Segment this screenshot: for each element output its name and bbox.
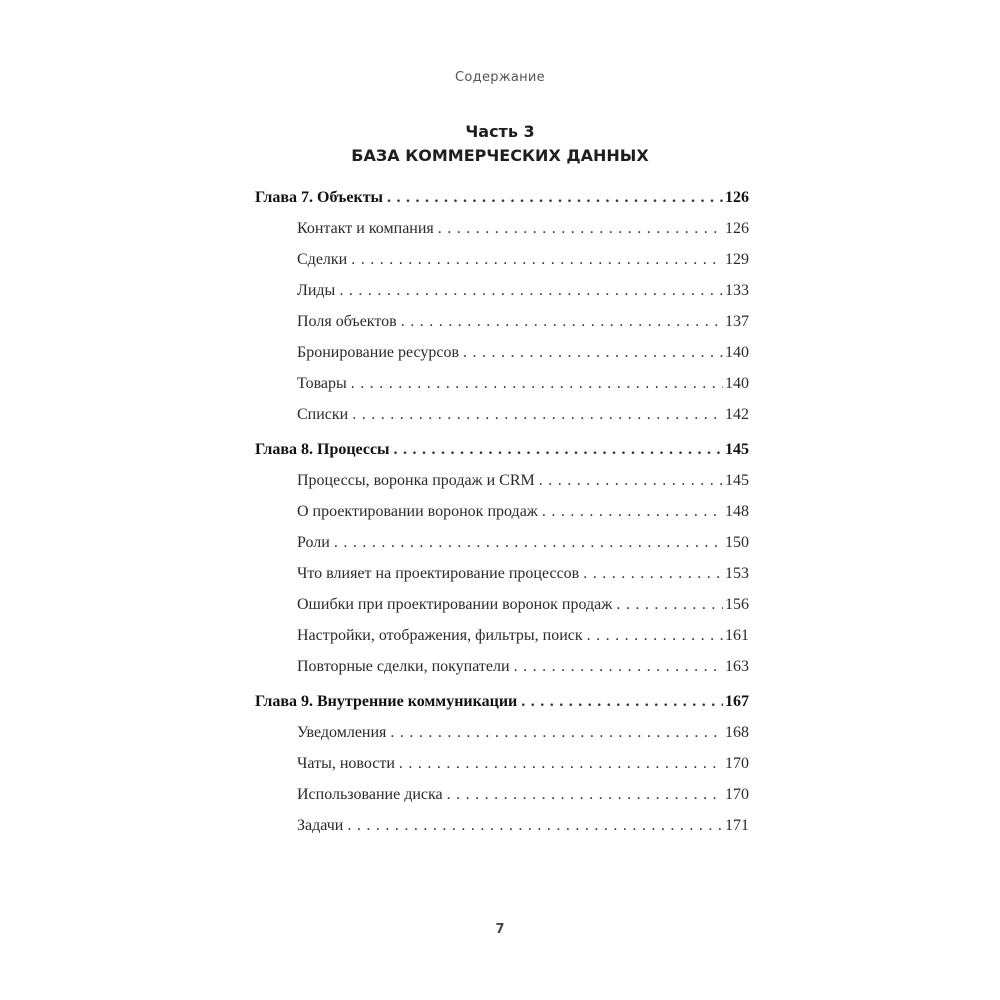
toc-chapter[interactable] bbox=[255, 182, 749, 213]
toc-chapter[interactable] bbox=[255, 434, 749, 465]
toc-dot-leader bbox=[347, 810, 723, 841]
part-title: БАЗА КОММЕРЧЕСКИХ ДАННЫХ bbox=[351, 146, 649, 165]
toc-section-title: Роли bbox=[297, 534, 330, 551]
toc-page-number: 148 bbox=[725, 503, 749, 520]
toc-section[interactable] bbox=[255, 368, 749, 399]
toc-dot-leader bbox=[587, 620, 723, 651]
toc-dot-leader bbox=[387, 182, 723, 213]
toc-section[interactable] bbox=[255, 337, 749, 368]
toc-section[interactable] bbox=[255, 213, 749, 244]
toc-section-title: Использование диска bbox=[297, 786, 443, 803]
toc-page-number: 137 bbox=[725, 313, 749, 330]
toc-section[interactable] bbox=[255, 779, 749, 810]
toc-section[interactable] bbox=[255, 496, 749, 527]
toc-section[interactable] bbox=[255, 717, 749, 748]
toc-page-number: 161 bbox=[725, 627, 749, 644]
toc-section-title: Процессы, воронка продаж и CRM bbox=[297, 472, 535, 489]
toc-dot-leader bbox=[583, 558, 723, 589]
toc-dot-leader bbox=[352, 399, 723, 430]
toc-page-number: 153 bbox=[725, 565, 749, 582]
toc-chapter-title: Глава 9. Внутренние коммуникации bbox=[255, 693, 518, 710]
toc-page-number: 170 bbox=[725, 786, 749, 803]
toc-dot-leader bbox=[390, 717, 723, 748]
toc-dot-leader bbox=[521, 686, 723, 717]
toc-section-title: Лиды bbox=[297, 282, 336, 299]
toc-dot-leader bbox=[539, 465, 723, 496]
toc-section-title: Ошибки при проектировании воронок продаж bbox=[297, 596, 613, 613]
toc-section-title: Настройки, отображения, фильтры, поиск bbox=[297, 627, 583, 644]
toc-page-number: 142 bbox=[725, 406, 749, 423]
toc-page-number: 129 bbox=[725, 251, 749, 268]
toc-section-title: Задачи bbox=[297, 817, 344, 834]
toc-page-number: 171 bbox=[725, 817, 749, 834]
toc-dot-leader bbox=[401, 306, 723, 337]
toc-page-number: 163 bbox=[725, 658, 749, 675]
toc-section-title: Поля объектов bbox=[297, 313, 397, 330]
toc-dot-leader bbox=[514, 651, 723, 682]
toc-section[interactable] bbox=[255, 620, 749, 651]
toc-section-title: Контакт и компания bbox=[297, 220, 434, 237]
table-of-contents bbox=[255, 182, 749, 841]
toc-dot-leader bbox=[616, 589, 723, 620]
toc-dot-leader bbox=[334, 527, 723, 558]
toc-section-title: Списки bbox=[297, 406, 349, 423]
part-label: Часть 3 bbox=[465, 122, 535, 141]
toc-section[interactable] bbox=[255, 558, 749, 589]
page-number: 7 bbox=[495, 922, 505, 937]
toc-section-title: Что влияет на проектирование процессов bbox=[297, 565, 580, 582]
toc-dot-leader bbox=[351, 368, 723, 399]
toc-page-number: 170 bbox=[725, 755, 749, 772]
running-head: Содержание bbox=[455, 70, 545, 85]
toc-section-title: Товары bbox=[297, 375, 347, 392]
toc-chapter-title: Глава 8. Процессы bbox=[255, 441, 390, 458]
toc-section[interactable] bbox=[255, 589, 749, 620]
toc-section[interactable] bbox=[255, 244, 749, 275]
toc-section-title: Сделки bbox=[297, 251, 348, 268]
toc-page-number: 145 bbox=[725, 472, 749, 489]
toc-page-number: 145 bbox=[725, 441, 749, 458]
toc-section[interactable] bbox=[255, 306, 749, 337]
toc-dot-leader bbox=[394, 434, 723, 465]
toc-dot-leader bbox=[339, 275, 723, 306]
toc-page-number: 133 bbox=[725, 282, 749, 299]
toc-section-title: Повторные сделки, покупатели bbox=[297, 658, 510, 675]
toc-section[interactable] bbox=[255, 527, 749, 558]
toc-page-number: 126 bbox=[725, 220, 749, 237]
toc-section-title: Уведомления bbox=[297, 724, 387, 741]
toc-dot-leader bbox=[351, 244, 723, 275]
toc-page-number: 140 bbox=[725, 344, 749, 361]
toc-chapter[interactable] bbox=[255, 686, 749, 717]
part-heading bbox=[0, 120, 1000, 168]
toc-section[interactable] bbox=[255, 651, 749, 682]
toc-section[interactable] bbox=[255, 465, 749, 496]
toc-chapter-title: Глава 7. Объекты bbox=[255, 189, 384, 206]
toc-dot-leader bbox=[463, 337, 723, 368]
toc-page-number: 168 bbox=[725, 724, 749, 741]
toc-dot-leader bbox=[399, 748, 723, 779]
toc-dot-leader bbox=[542, 496, 723, 527]
toc-dot-leader bbox=[438, 213, 723, 244]
toc-dot-leader bbox=[447, 779, 723, 810]
toc-section-title: Чаты, новости bbox=[297, 755, 395, 772]
toc-section-title: Бронирование ресурсов bbox=[297, 344, 460, 361]
toc-page-number: 150 bbox=[725, 534, 749, 551]
toc-page-number: 156 bbox=[725, 596, 749, 613]
toc-page-number: 167 bbox=[725, 693, 749, 710]
toc-page-number: 140 bbox=[725, 375, 749, 392]
toc-section[interactable] bbox=[255, 275, 749, 306]
toc-section[interactable] bbox=[255, 810, 749, 841]
toc-page-number: 126 bbox=[725, 189, 749, 206]
toc-section-title: О проектировании воронок продаж bbox=[297, 503, 538, 520]
toc-section[interactable] bbox=[255, 748, 749, 779]
toc-section[interactable] bbox=[255, 399, 749, 430]
